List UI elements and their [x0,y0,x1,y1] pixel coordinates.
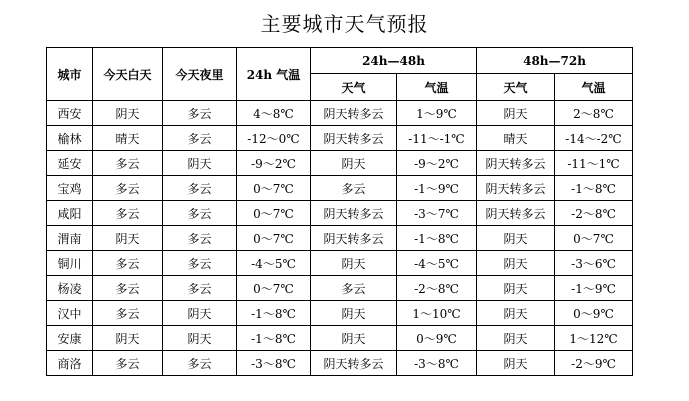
today-night-weather: 多云 [163,176,237,201]
temp-72h: -2～8℃ [555,201,633,226]
city-name: 榆林 [47,126,93,151]
weather-72h: 阴天 [477,301,555,326]
header-temp-72h: 气温 [555,74,633,101]
temp-24h: -9～2℃ [237,151,311,176]
temp-24h: 0～7℃ [237,176,311,201]
temp-72h: 2～8℃ [555,101,633,126]
today-night-weather: 阴天 [163,326,237,351]
table-row [47,101,633,126]
table-row [47,351,633,376]
table-row [47,301,633,326]
weather-48h: 阴天转多云 [311,226,397,251]
city-name: 咸阳 [47,201,93,226]
table-row [47,201,633,226]
weather-72h: 阴天 [477,326,555,351]
temp-24h: -1～8℃ [237,326,311,351]
city-name: 铜川 [47,251,93,276]
temp-72h: 0～9℃ [555,301,633,326]
weather-72h: 阴天转多云 [477,201,555,226]
today-day-weather: 阴天 [93,101,163,126]
forecast-table [46,47,633,376]
today-night-weather: 多云 [163,101,237,126]
header-temp-48h: 气温 [397,74,477,101]
weather-72h: 阴天 [477,251,555,276]
header-period-24-48: 24h—48h [311,48,477,74]
temp-48h: -4～5℃ [397,251,477,276]
city-name: 安康 [47,326,93,351]
today-night-weather: 多云 [163,226,237,251]
temp-72h: -2～9℃ [555,351,633,376]
header-weather-72h: 天气 [477,74,555,101]
temp-48h: -11～-1℃ [397,126,477,151]
temp-48h: -1～9℃ [397,176,477,201]
temp-24h: -3～8℃ [237,351,311,376]
temp-24h: 0～7℃ [237,201,311,226]
table-row [47,176,633,201]
header-temp-24h: 24h 气温 [237,48,311,101]
weather-48h: 阴天转多云 [311,126,397,151]
weather-48h: 阴天转多云 [311,201,397,226]
today-night-weather: 阴天 [163,151,237,176]
table-row [47,226,633,251]
today-night-weather: 多云 [163,126,237,151]
city-name: 商洛 [47,351,93,376]
city-name: 西安 [47,101,93,126]
temp-72h: -1～8℃ [555,176,633,201]
table-row [47,251,633,276]
temp-24h: 0～7℃ [237,276,311,301]
today-day-weather: 晴天 [93,126,163,151]
today-day-weather: 阴天 [93,326,163,351]
weather-48h: 阴天 [311,151,397,176]
temp-48h: -3～7℃ [397,201,477,226]
weather-72h: 阴天转多云 [477,151,555,176]
weather-48h: 阴天 [311,326,397,351]
city-name: 汉中 [47,301,93,326]
today-night-weather: 多云 [163,351,237,376]
table-row [47,126,633,151]
temp-72h: -14～-2℃ [555,126,633,151]
temp-48h: 0～9℃ [397,326,477,351]
header-row-1 [47,48,633,74]
temp-48h: 1～10℃ [397,301,477,326]
header-today-night: 今天夜里 [163,48,237,101]
weather-72h: 阴天 [477,101,555,126]
today-day-weather: 多云 [93,151,163,176]
temp-24h: -1～8℃ [237,301,311,326]
header-today-day: 今天白天 [93,48,163,101]
weather-48h: 多云 [311,176,397,201]
today-day-weather: 多云 [93,251,163,276]
city-name: 延安 [47,151,93,176]
weather-72h: 阴天 [477,226,555,251]
temp-48h: -3～8℃ [397,351,477,376]
header-period-48-72: 48h—72h [477,48,633,74]
temp-72h: -11～1℃ [555,151,633,176]
weather-72h: 阴天转多云 [477,176,555,201]
today-day-weather: 阴天 [93,226,163,251]
temp-24h: 0～7℃ [237,226,311,251]
temp-48h: -2～8℃ [397,276,477,301]
today-day-weather: 多云 [93,201,163,226]
header-city: 城市 [47,48,93,101]
table-row [47,276,633,301]
temp-72h: 0～7℃ [555,226,633,251]
weather-48h: 阴天转多云 [311,351,397,376]
temp-24h: -12～0℃ [237,126,311,151]
today-night-weather: 阴天 [163,301,237,326]
temp-72h: -3～6℃ [555,251,633,276]
weather-48h: 阴天转多云 [311,101,397,126]
header-weather-48h: 天气 [311,74,397,101]
weather-48h: 阴天 [311,301,397,326]
today-day-weather: 多云 [93,276,163,301]
temp-24h: -4～5℃ [237,251,311,276]
weather-72h: 晴天 [477,126,555,151]
today-day-weather: 多云 [93,351,163,376]
temp-72h: -1～9℃ [555,276,633,301]
weather-48h: 多云 [311,276,397,301]
weather-72h: 阴天 [477,351,555,376]
page-title: 主要城市天气预报 [260,12,429,36]
temp-48h: 1～9℃ [397,101,477,126]
city-name: 渭南 [47,226,93,251]
table-row [47,326,633,351]
temp-48h: -1～8℃ [397,226,477,251]
today-night-weather: 多云 [163,201,237,226]
city-name: 宝鸡 [47,176,93,201]
today-day-weather: 多云 [93,301,163,326]
city-name: 杨凌 [47,276,93,301]
temp-24h: 4～8℃ [237,101,311,126]
temp-48h: -9～2℃ [397,151,477,176]
weather-48h: 阴天 [311,251,397,276]
table-row [47,151,633,176]
today-night-weather: 多云 [163,251,237,276]
today-day-weather: 多云 [93,176,163,201]
weather-72h: 阴天 [477,276,555,301]
today-night-weather: 多云 [163,276,237,301]
temp-72h: 1～12℃ [555,326,633,351]
